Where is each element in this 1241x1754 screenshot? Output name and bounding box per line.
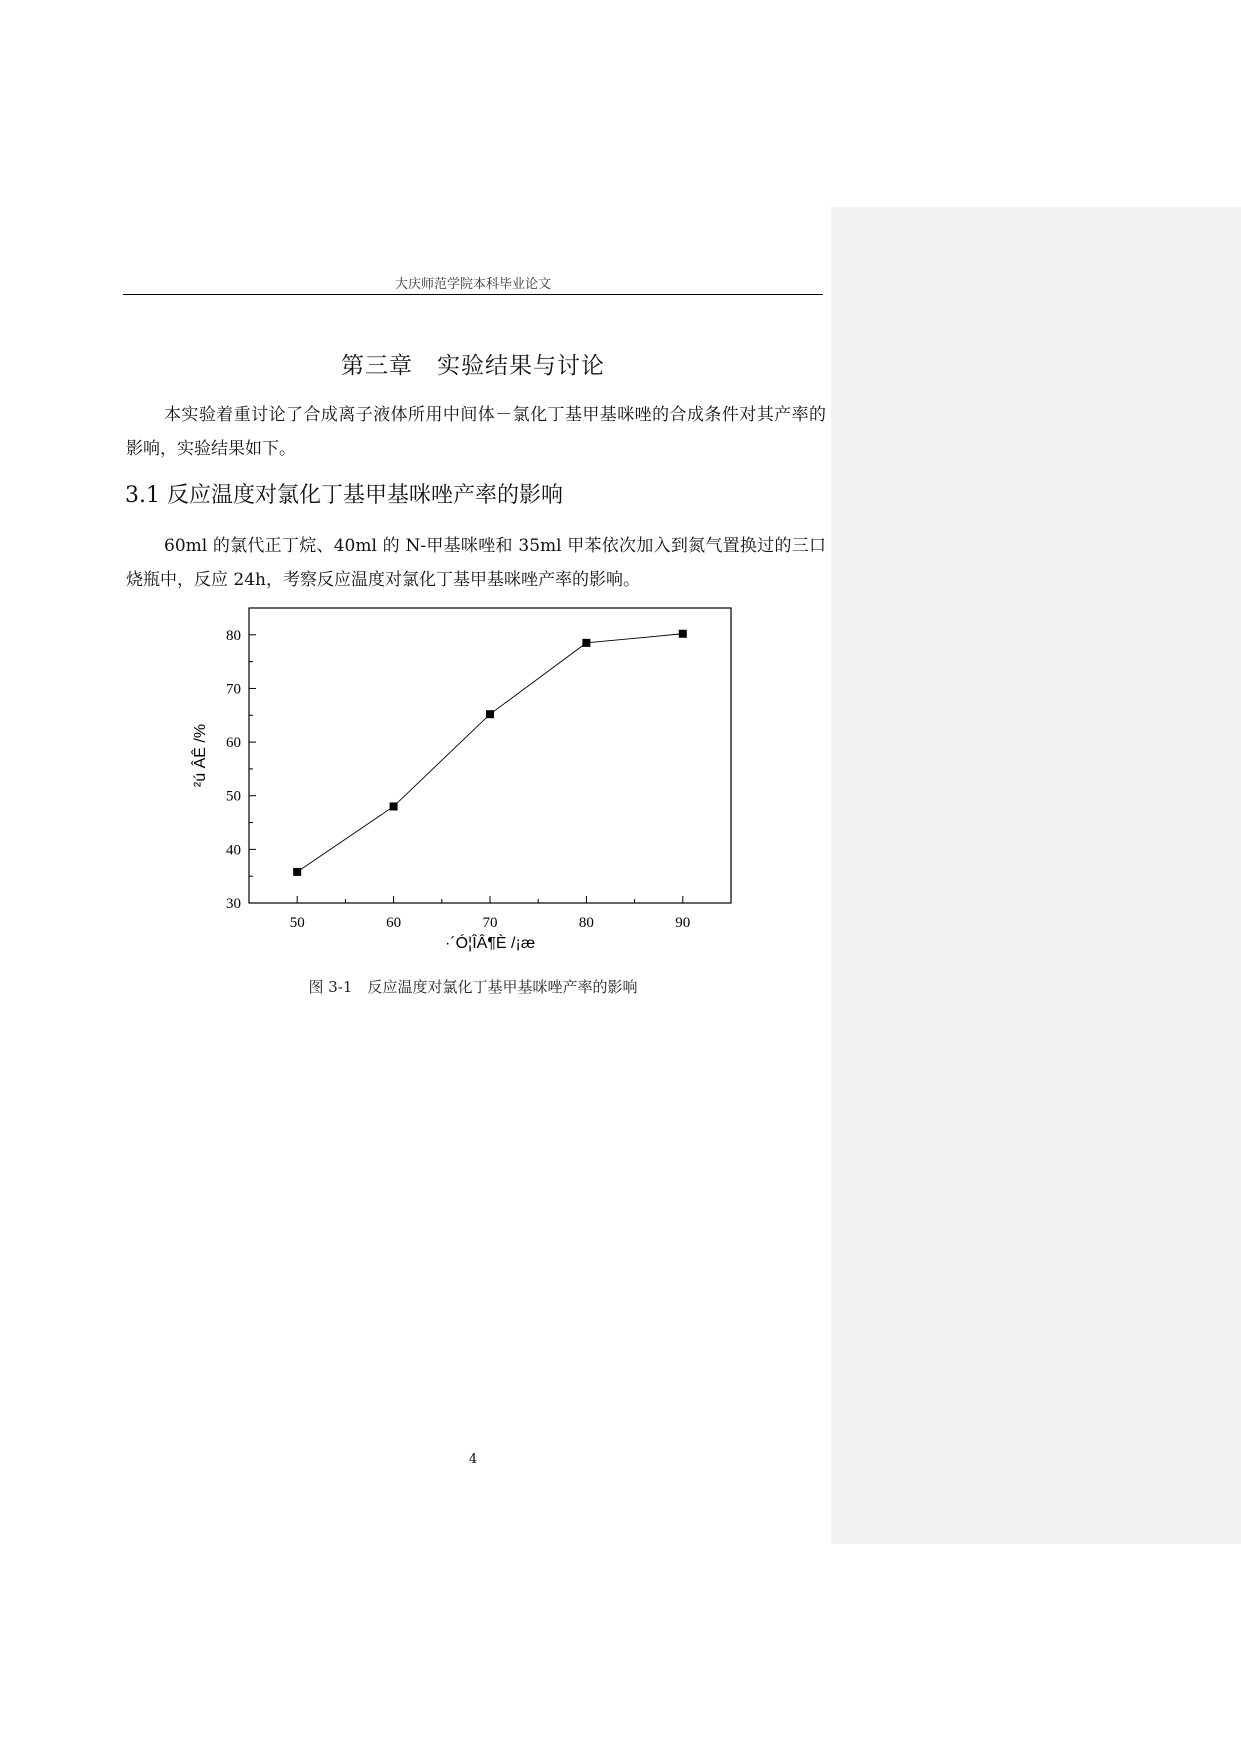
figure-caption: 图 3-1 反应温度对氯化丁基甲基咪唑产率的影响 (308, 978, 638, 996)
x-tick-label: 60 (386, 915, 402, 931)
x-tick-label: 80 (578, 915, 594, 931)
y-tick-label: 80 (226, 627, 241, 644)
header-rule (123, 294, 823, 295)
comment-pane (831, 207, 1241, 1544)
data-markers (293, 630, 687, 876)
data-point (390, 802, 398, 810)
tick-labels (226, 628, 690, 931)
y-tick-label: 30 (226, 896, 241, 912)
data-point (679, 630, 687, 638)
y-tick-label: 60 (226, 735, 241, 752)
running-header: 大庆师范学院本科毕业论文 (394, 277, 551, 292)
section-title: 3.1 反应温度对氯化丁基甲基咪唑产率的影响 (125, 483, 563, 508)
chapter-title: 第三章 实验结果与讨论 (341, 353, 605, 379)
intro-paragraph: 本实验着重讨论了合成离子液体所用中间体－氯化丁基甲基咪唑的合成条件对其产率的影响，实验结果如下。 (126, 405, 826, 459)
section-paragraph: 60ml 的氯代正丁烷、40ml 的 N-甲基咪唑和 35ml 甲苯依次加入到氮气置换过的三口烧瓶中，反应 24h，考察反应温度对氯化丁基甲基咪唑产率的影响。 (126, 536, 826, 590)
series-line (297, 634, 683, 872)
y-tick-label: 50 (226, 788, 241, 805)
plot-frame (249, 608, 731, 903)
x-tick-label: 50 (289, 915, 305, 931)
data-point (582, 639, 590, 647)
data-point (293, 868, 301, 876)
x-axis-label: ·´Ó¦ÎÂ¶È /¡æ (444, 935, 536, 952)
x-tick-label: 90 (675, 915, 691, 931)
y-tick-label: 70 (226, 681, 241, 698)
y-tick-label: 40 (226, 842, 241, 859)
x-tick-label: 70 (482, 915, 498, 931)
data-point (486, 710, 494, 718)
yield-temperature-chart (190, 598, 750, 968)
y-axis-label: ²ú ÂÊ /% (192, 723, 209, 788)
axis-ticks (249, 635, 683, 903)
page-number: 4 (468, 1452, 478, 1467)
